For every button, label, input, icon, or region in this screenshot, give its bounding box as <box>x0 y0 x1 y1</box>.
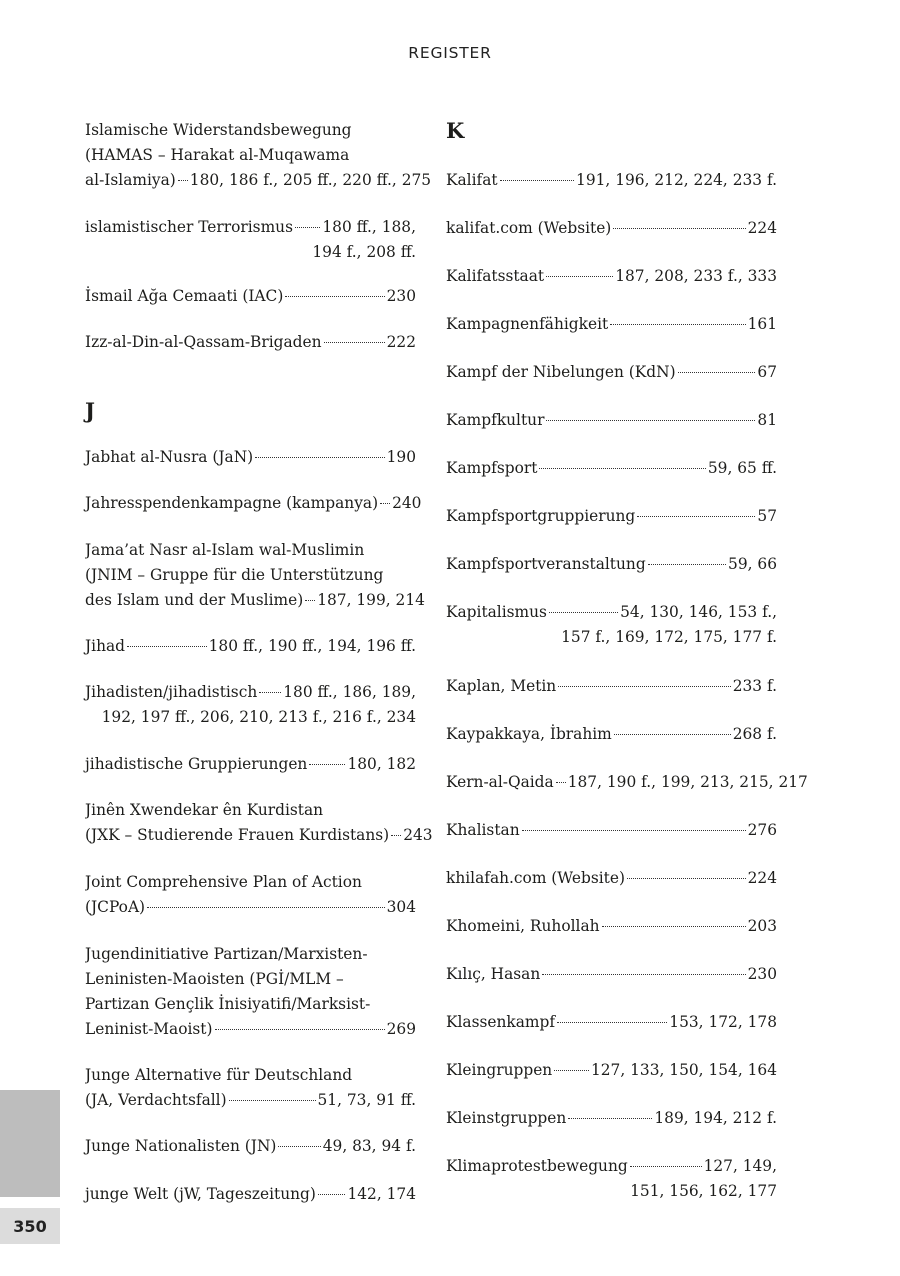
entry-pages: 57 <box>757 507 777 525</box>
entry-term-row <box>446 866 777 891</box>
entry-term: khilafah.com (Website) <box>446 869 625 887</box>
dot-leader <box>259 692 281 693</box>
index-entry <box>85 118 432 193</box>
index-entry <box>446 264 777 289</box>
index-entry <box>85 284 416 309</box>
entry-term: Kampf der Nibelungen (KdN) <box>446 363 676 381</box>
entry-term-line: (HAMAS – Harakat al-Muqawama <box>85 146 350 164</box>
entry-term: kalifat.com (Website) <box>446 219 612 237</box>
index-entry <box>446 600 777 650</box>
entry-term: Izz-al-Din-al-Qassam-Brigaden <box>85 333 322 351</box>
entry-term-row <box>85 330 416 355</box>
dot-leader <box>542 974 745 975</box>
entry-pages: 180 ff., 190 ff., 194, 196 ff. <box>208 637 416 655</box>
entry-pages: 190 <box>386 448 416 466</box>
dot-leader <box>324 342 385 343</box>
entry-term-row <box>85 680 416 705</box>
dot-leader <box>554 1070 589 1071</box>
dot-leader <box>391 835 401 836</box>
entry-pages: 230 <box>747 965 777 983</box>
entry-pages: 222 <box>386 333 416 351</box>
entry-term-row <box>446 914 777 939</box>
dot-leader <box>613 228 745 229</box>
entry-term-row <box>446 168 777 193</box>
entry-pages-continued: 192, 197 ff., 206, 210, 213 f., 216 f., 234 <box>101 708 416 726</box>
entry-term-line: (JNIM – Gruppe für die Unterstützung <box>85 566 384 584</box>
index-entry <box>446 216 777 241</box>
entry-term: Kampfkultur <box>446 411 545 429</box>
entry-term-row <box>446 1154 777 1179</box>
dot-leader <box>648 564 726 565</box>
index-entry <box>85 634 416 659</box>
entry-term-row <box>446 1106 777 1131</box>
entry-term-row <box>446 552 777 577</box>
index-entry <box>446 360 777 385</box>
entry-term: Jabhat al-Nusra (JaN) <box>85 448 254 466</box>
entry-term-row <box>85 215 416 240</box>
entry-pages-continued: 194 f., 208 ff. <box>312 243 416 261</box>
dot-leader <box>380 503 390 504</box>
dot-leader <box>602 926 746 927</box>
entry-term: Kaypakkaya, İbrahim <box>446 725 612 743</box>
dot-leader <box>637 516 755 517</box>
dot-leader <box>627 878 746 879</box>
thumb-index-tab <box>0 1090 60 1197</box>
entry-term-line: Partizan Gençlik İnisiyatifi/Marksist- <box>85 995 371 1013</box>
entry-pages: 49, 83, 94 f. <box>322 1137 416 1155</box>
index-entry <box>85 752 416 777</box>
entry-term-row <box>85 895 416 920</box>
index-entry <box>85 798 433 848</box>
index-letter-heading: K <box>446 118 465 143</box>
entry-term-row <box>446 600 777 625</box>
entry-pages: 276 <box>747 821 777 839</box>
entry-term-row <box>85 823 433 848</box>
entry-term-line: Islamische Widerstandsbewegung <box>85 121 352 139</box>
entry-term: Kleingruppen <box>446 1061 553 1079</box>
dot-leader <box>549 612 618 613</box>
entry-term: Khomeini, Ruhollah <box>446 917 600 935</box>
entry-term: Kleinstgruppen <box>446 1109 567 1127</box>
entry-term-row <box>85 1134 416 1159</box>
dot-leader <box>285 296 384 297</box>
index-entry <box>446 456 777 481</box>
entry-pages: 180, 186 f., 205 ff., 220 ff., 275 <box>189 171 432 189</box>
entry-term-row <box>446 1058 777 1083</box>
dot-leader <box>630 1166 702 1167</box>
entry-pages: 243 <box>403 826 433 844</box>
running-header: REGISTER <box>408 44 492 62</box>
entry-pages-continued: 157 f., 169, 172, 175, 177 f. <box>561 628 777 646</box>
dot-leader <box>147 907 385 908</box>
entry-term-row <box>85 445 416 470</box>
entry-term-row <box>446 360 777 385</box>
index-entry <box>85 538 425 613</box>
entry-term: İsmail Ağa Cemaati (IAC) <box>85 287 284 305</box>
entry-term-row <box>85 1182 416 1207</box>
entry-term-row <box>446 312 777 337</box>
entry-term: Khalistan <box>446 821 520 839</box>
index-entry <box>85 680 416 730</box>
index-entry <box>446 1058 777 1083</box>
entry-term-row <box>85 634 416 659</box>
index-entry <box>446 312 777 337</box>
index-entry <box>85 445 416 470</box>
entry-term: Kampfsportveranstaltung <box>446 555 646 573</box>
entry-pages: 51, 73, 91 ff. <box>317 1091 416 1109</box>
entry-term-row <box>85 588 425 613</box>
entry-pages: 81 <box>757 411 777 429</box>
index-entry <box>446 674 777 699</box>
entry-pages: 142, 174 <box>347 1185 416 1203</box>
index-entry <box>85 215 416 265</box>
dot-leader <box>278 1146 320 1147</box>
dot-leader <box>229 1100 316 1101</box>
entry-term: junge Welt (jW, Tageszeitung) <box>85 1185 316 1203</box>
entry-term: Kaplan, Metin <box>446 677 557 695</box>
entry-pages: 187, 190 f., 199, 213, 215, 217 <box>567 773 808 791</box>
entry-pages: 230 <box>386 287 416 305</box>
entry-term-row <box>85 284 416 309</box>
entry-pages: 224 <box>747 219 777 237</box>
entry-term-row <box>446 504 777 529</box>
index-entry <box>446 914 777 939</box>
index-entry <box>446 722 777 747</box>
entry-term-row <box>446 264 777 289</box>
dot-leader <box>255 457 384 458</box>
index-entry <box>85 1134 416 1159</box>
dot-leader <box>546 420 755 421</box>
dot-leader <box>546 276 613 277</box>
index-entry <box>446 168 777 193</box>
dot-leader <box>539 468 706 469</box>
entry-pages: 59, 65 ff. <box>707 459 777 477</box>
dot-leader <box>556 782 566 783</box>
entry-pages: 233 f. <box>732 677 777 695</box>
dot-leader <box>305 600 315 601</box>
entry-term: Kampfsportgruppierung <box>446 507 636 525</box>
index-entry <box>446 408 777 433</box>
entry-pages: 161 <box>747 315 777 333</box>
entry-term: al-Islamiya) <box>85 171 176 189</box>
dot-leader <box>178 180 188 181</box>
page-number: 350 <box>0 1208 60 1244</box>
dot-leader <box>610 324 745 325</box>
index-entry <box>446 504 777 529</box>
entry-pages: 224 <box>747 869 777 887</box>
index-entry <box>446 770 808 795</box>
index-entry <box>446 962 777 987</box>
entry-pages: 187, 208, 233 f., 333 <box>615 267 777 285</box>
dot-leader <box>557 1022 667 1023</box>
entry-term-line: Leninisten-Maoisten (PGİ/MLM – <box>85 970 344 988</box>
dot-leader <box>215 1029 385 1030</box>
entry-term-row <box>446 818 777 843</box>
entry-pages: 189, 194, 212 f. <box>654 1109 777 1127</box>
entry-pages: 304 <box>386 898 416 916</box>
entry-term: Jihad <box>85 637 126 655</box>
entry-term-row <box>85 168 432 193</box>
entry-pages: 180 ff., 188, <box>322 218 416 236</box>
entry-term-line: Jugendinitiative Partizan/Marxisten- <box>85 945 368 963</box>
entry-term: islamistischer Terrorismus <box>85 218 293 236</box>
entry-term-line: Jinên Xwendekar ên Kurdistan <box>85 801 324 819</box>
entry-term: Kapitalismus <box>446 603 547 621</box>
index-letter-heading: J <box>85 398 95 423</box>
entry-pages: 269 <box>386 1020 416 1038</box>
entry-term: Klassenkampf <box>446 1013 556 1031</box>
entry-term-row <box>85 1088 416 1113</box>
entry-term-row <box>85 752 416 777</box>
entry-term-row <box>446 408 777 433</box>
entry-term: jihadistische Gruppierungen <box>85 755 308 773</box>
index-entry <box>85 330 416 355</box>
entry-pages-continued: 151, 156, 162, 177 <box>630 1182 777 1200</box>
entry-pages: 240 <box>392 494 422 512</box>
dot-leader <box>500 180 574 181</box>
entry-term-row <box>85 1017 416 1042</box>
entry-term: (JA, Verdachtsfall) <box>85 1091 227 1109</box>
index-entry <box>85 1182 416 1207</box>
dot-leader <box>318 1194 346 1195</box>
index-entry <box>446 1010 777 1035</box>
entry-term-line: Joint Comprehensive Plan of Action <box>85 873 362 891</box>
dot-leader <box>678 372 756 373</box>
entry-pages: 59, 66 <box>728 555 777 573</box>
index-entry <box>446 552 777 577</box>
dot-leader <box>614 734 731 735</box>
entry-term-row <box>446 962 777 987</box>
entry-term: Kampagnenfähigkeit <box>446 315 609 333</box>
entry-term: Kampfsport <box>446 459 538 477</box>
entry-term: (JCPoA) <box>85 898 146 916</box>
entry-pages: 180, 182 <box>347 755 416 773</box>
index-entry <box>446 866 777 891</box>
entry-term: Kern-al-Qaida <box>446 773 554 791</box>
dot-leader <box>127 646 207 647</box>
dot-leader <box>309 764 345 765</box>
dot-leader <box>295 227 320 228</box>
entry-term-line: Junge Alternative für Deutschland <box>85 1066 353 1084</box>
entry-term-row <box>446 770 808 795</box>
entry-term: Kılıç, Hasan <box>446 965 541 983</box>
index-entry <box>85 942 416 1042</box>
entry-pages: 268 f. <box>732 725 777 743</box>
entry-pages: 153, 172, 178 <box>669 1013 777 1031</box>
entry-term-row <box>446 722 777 747</box>
entry-term: Klimaprotestbewegung <box>446 1157 628 1175</box>
dot-leader <box>558 686 730 687</box>
entry-term: (JXK – Studierende Frauen Kurdistans) <box>85 826 390 844</box>
index-entry <box>446 1154 777 1204</box>
index-entry <box>85 1063 416 1113</box>
entry-term: Leninist-Maoist) <box>85 1020 213 1038</box>
entry-term-row <box>446 216 777 241</box>
dot-leader <box>568 1118 652 1119</box>
entry-term: des Islam und der Muslime) <box>85 591 304 609</box>
entry-pages: 203 <box>747 917 777 935</box>
entry-term: Jahresspendenkampagne (kampanya) <box>85 494 379 512</box>
index-entry <box>85 870 416 920</box>
index-entry <box>446 818 777 843</box>
entry-pages: 54, 130, 146, 153 f., <box>620 603 777 621</box>
entry-pages: 127, 149, <box>703 1157 777 1175</box>
entry-term: Jihadisten/jihadistisch <box>85 683 258 701</box>
dot-leader <box>522 830 746 831</box>
entry-pages: 67 <box>757 363 777 381</box>
entry-term-row <box>446 456 777 481</box>
index-entry <box>85 491 422 516</box>
entry-pages: 187, 199, 214 <box>317 591 425 609</box>
index-entry <box>446 1106 777 1131</box>
entry-term: Junge Nationalisten (JN) <box>85 1137 277 1155</box>
entry-pages: 180 ff., 186, 189, <box>283 683 416 701</box>
entry-term: Kalifatsstaat <box>446 267 545 285</box>
entry-term-row <box>85 491 422 516</box>
entry-term-row <box>446 1010 777 1035</box>
entry-pages: 127, 133, 150, 154, 164 <box>590 1061 777 1079</box>
entry-term-row <box>446 674 777 699</box>
entry-pages: 191, 196, 212, 224, 233 f. <box>576 171 777 189</box>
entry-term: Kalifat <box>446 171 498 189</box>
entry-term-line: Jama’at Nasr al-Islam wal-Muslimin <box>85 541 365 559</box>
